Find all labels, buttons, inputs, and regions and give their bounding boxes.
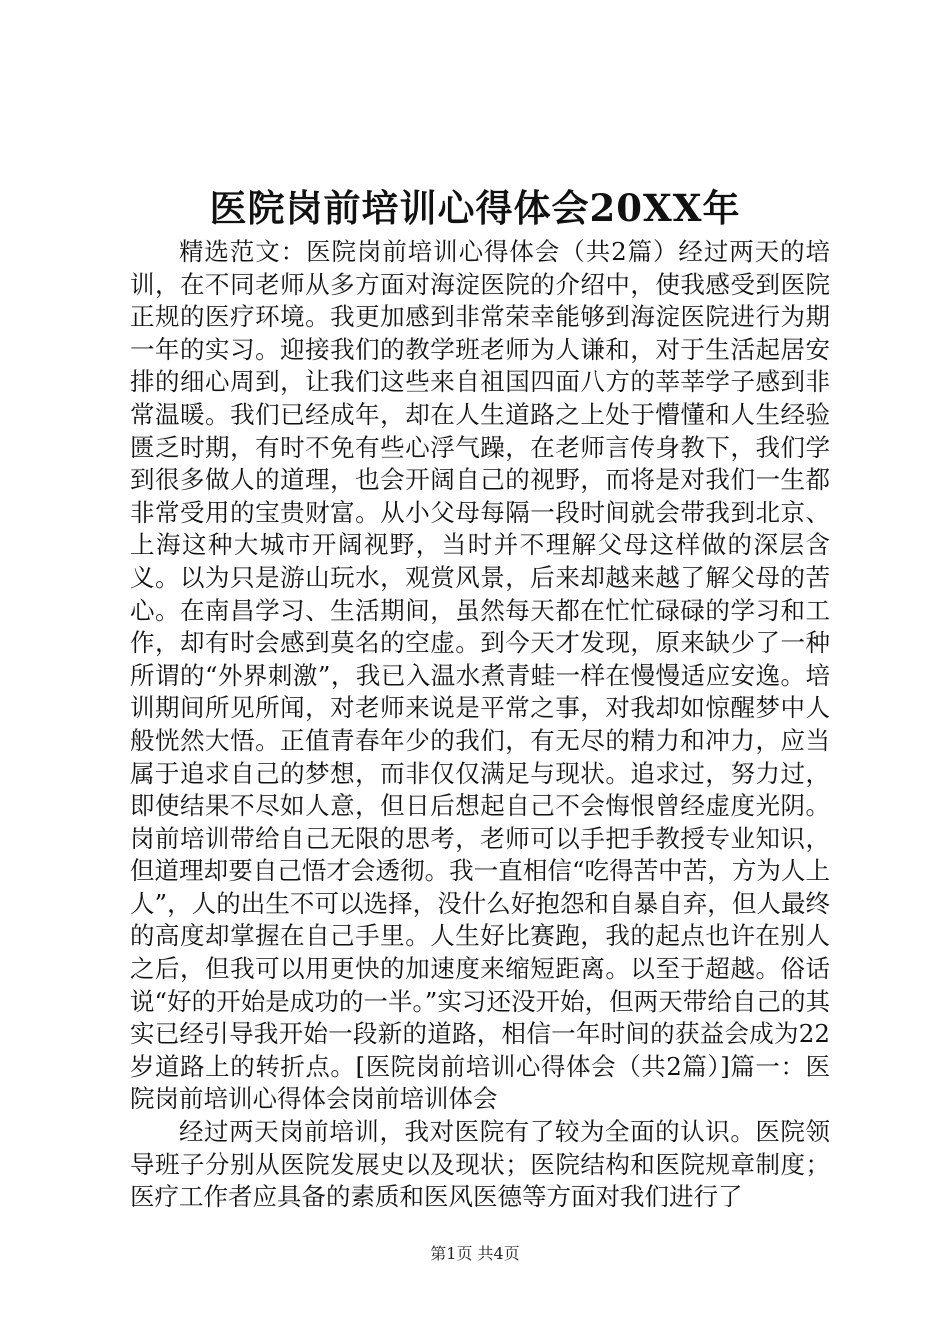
document-body <box>130 236 830 1214</box>
document-title: 医院岗前培训心得体会20XX年 <box>209 186 741 230</box>
body-paragraph-2: 经过两天岗前培训，我对医院有了较为全面的认识。医院领导班子分别从医院发展史以及现状；医院结构和医院规章制度；医疗工作者应具备的素质和医风医德等方面对我们进行了 <box>130 1117 830 1212</box>
page-number-footer: 第1页 共4页 <box>430 1244 520 1263</box>
body-paragraph-1: 精选范文：医院岗前培训心得体会（共2篇）经过两天的培训，在不同老师从多方面对海淀医院的介绍中，使我感受到医院正规的医疗环境。我更加感到非常荣幸能够到海淀医院进行为期一年的实习。迎接我们的教学班老师为人谦和，对于生活起居安排的细心周到，让我们这些来自祖国四面八方的莘莘学子感到非常温暖。我们已经成年，却在人生道路之上处于懵懂和人生经验匮乏时期，有时不免有些心浮气躁，在老师言传身教下，我们学到很多做人的道理，也会开阔自己的视野，而将是对我们一生都非常受用的宝贵财富。从小父母每隔一段时间就会带我到北京、上海这种大城市开阔视野，当时并不理解父母这样做的深层含义。以为只是游山玩水，观赏风景，后来却越来越了解父母的苦心。在南昌学习、生活期间，虽然每天都在忙忙碌碌的学习和工作，却有时会感到莫名的空虚。到今天才发现，原来缺少了一种所谓的“外界刺激”，我已入温水煮青蛙一样在慢慢适应安逸。培训期间所见所闻，对老师来说是平常之事，对我却如惊醒梦中人般恍然大悟。正值青春年少的我们，有无尽的精力和冲力，应当属于追求自己的梦想，而非仅仅满足与现状。追求过，努力过，即使结果不尽如人意，但日后想起自己不会悔恨曾经虚度光阴。岗前培训带给自己无限的思考，老师可以手把手教授专业知识，但道理却要自己悟才会透彻。我一直相信“吃得苦中苦，方为人上人”，人的出生不可以选择，没什么好抱怨和自暴自弃，但人最终的高度却掌握在自己手里。人生好比赛跑，我的起点也许在别人之后，但我可以用更快的加速度来缩短距离。以至于超越。俗话说“好的开始是成功的一半。”实习还没开始，但两天带给自己的其实已经引导我开始一段新的道路，相信一年时间的获益会成为22岁道路上的转折点。[医院岗前培训心得体会（共2篇）]篇一：医院岗前培训心得体会岗前培训体会 <box>130 237 830 1114</box>
